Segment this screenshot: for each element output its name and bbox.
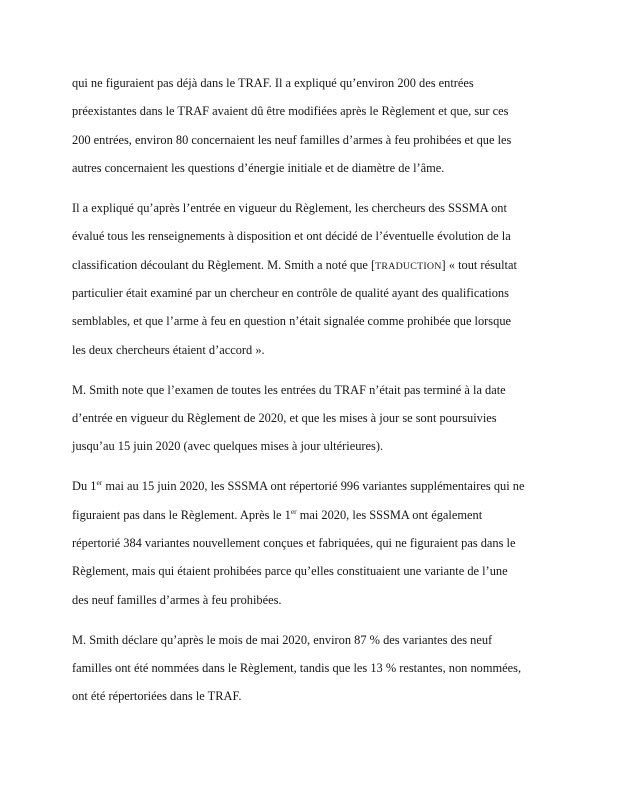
text-line: d’entrée en vigueur du Règlement de 2020, et que les mises à jour se sont poursuivies: [72, 410, 497, 425]
paragraph: [72, 194, 572, 364]
text-line: M. Smith note que l’examen de toutes les entrées du TRAF n’était pas terminé à la date: [72, 382, 506, 397]
text-line: les deux chercheurs étaient d’accord ».: [72, 342, 265, 357]
document-body: [72, 69, 572, 711]
paragraph: [72, 472, 572, 614]
document-page: [72, 69, 572, 722]
text-line: M. Smith déclare qu’après le mois de mai 2020, environ 87 % des variantes des neuf: [72, 632, 493, 647]
text-line: particulier était examiné par un chercheur en contrôle de qualité ayant des qualifications: [72, 286, 509, 300]
text-line: ont été répertoriées dans le TRAF.: [72, 689, 242, 704]
text-line: familles ont été nommées dans le Règlement, tandis que les 13 % restantes, non nommées,: [72, 660, 522, 675]
text-line: semblables, et que l’arme à feu en question n’était signalée comme prohibée que lorsque: [72, 314, 512, 329]
text-line: Règlement, mais qui étaient prohibées parce qu’elles constituaient une variante de l’une: [72, 564, 508, 579]
paragraph: [72, 69, 572, 182]
paragraph: [72, 626, 572, 711]
text-line: évalué tous les renseignements à disposition et ont décidé de l’éventuelle évolution de la: [72, 229, 511, 244]
text-line: classification découlant du Règlement. M. Smith a noté que [TRADUCTION] « tout résultat: [72, 257, 517, 272]
text-line: figuraient pas dans le Règlement. Après le 1er mai 2020, les SSSMA ont également: [72, 506, 483, 522]
text-line: Du 1er mai au 15 juin 2020, les SSSMA ont répertorié 996 variantes supplémentaires qui ne: [72, 478, 525, 494]
text-line: répertorié 384 variantes nouvellement conçues et fabriquées, qui ne figuraient pas dans le: [72, 535, 516, 550]
paragraph: [72, 376, 572, 461]
text-line: des neuf familles d’armes à feu prohibées.: [72, 592, 282, 607]
text-line: autres concernaient les questions d’énergie initiale et de diamètre de l’âme.: [72, 161, 445, 176]
text-line: Il a expliqué qu’après l’entrée en vigueur du Règlement, les chercheurs des SSSMA ont: [72, 200, 507, 215]
text-line: qui ne figuraient pas déjà dans le TRAF. Il a expliqué qu’environ 200 des entrées: [72, 76, 474, 90]
text-line: 200 entrées, environ 80 concernaient les neuf familles d’armes à feu prohibées et que les: [72, 132, 512, 147]
text-line: préexistantes dans le TRAF avaient dû être modifiées après le Règlement et que, sur ces: [72, 104, 509, 119]
text-line: jusqu’au 15 juin 2020 (avec quelques mises à jour ultérieures).: [72, 439, 384, 454]
